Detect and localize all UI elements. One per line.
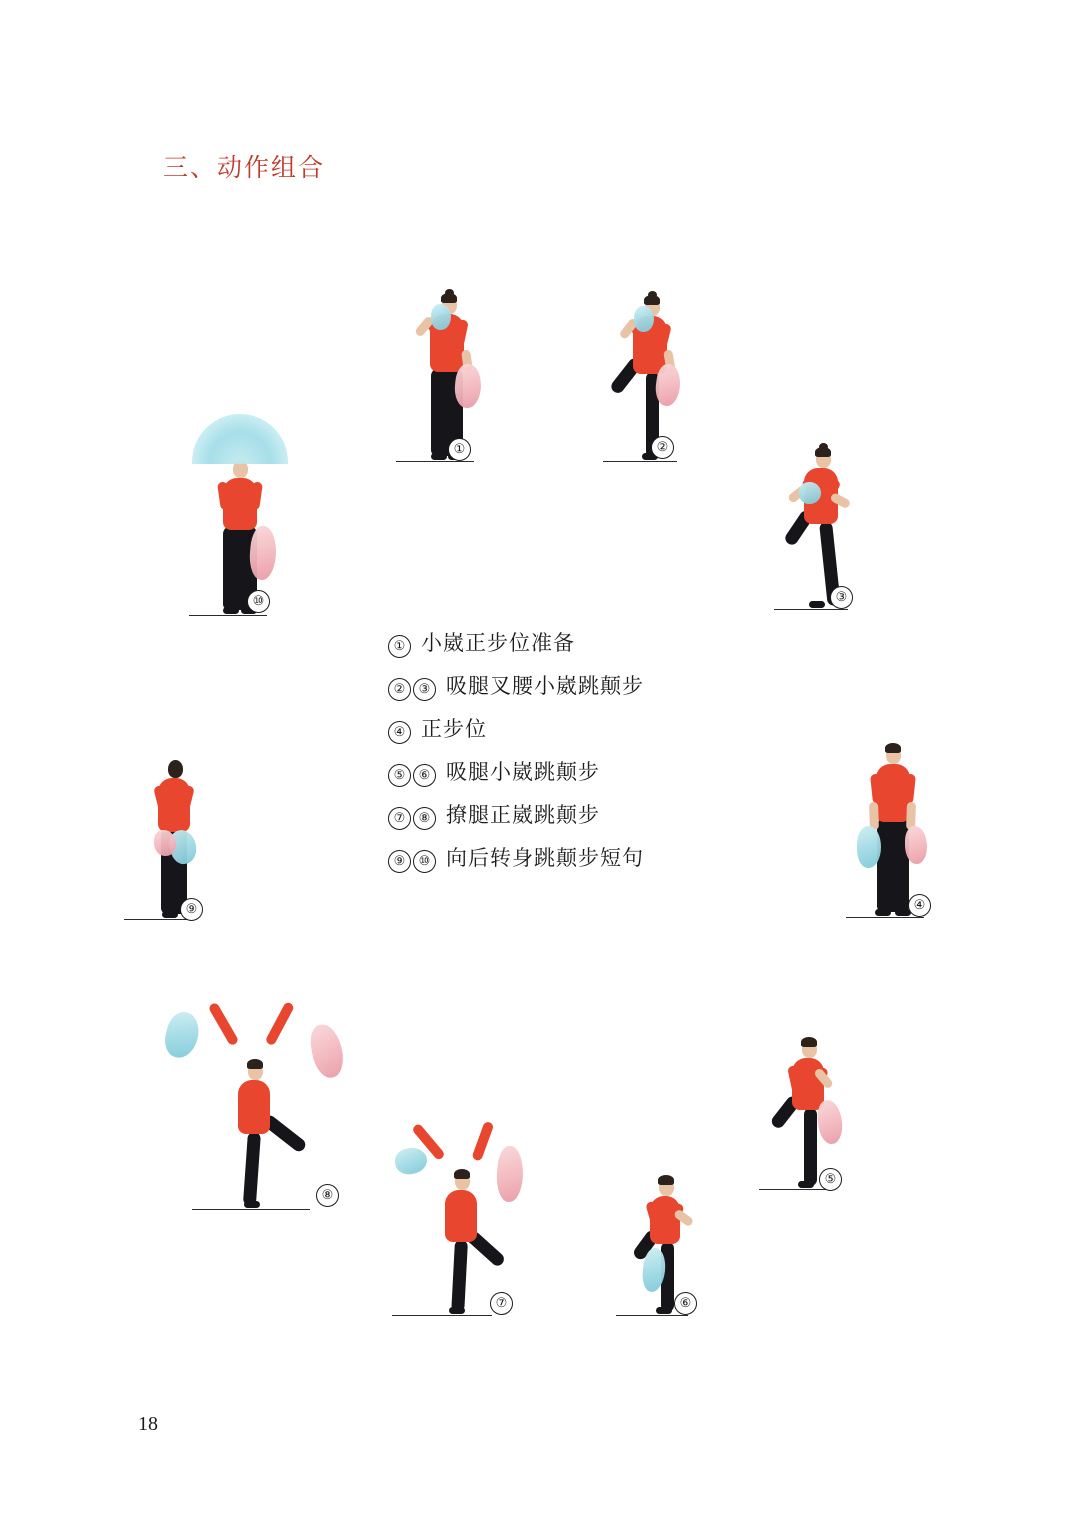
hair-bun (819, 443, 828, 451)
figure-2-baseline (603, 461, 677, 462)
foot-support (656, 1307, 672, 1314)
figure-8 (168, 1000, 348, 1210)
legs (877, 818, 909, 912)
caption-item (388, 759, 718, 787)
figure-7-number: ⑦ (490, 1292, 513, 1315)
figure-7-baseline (392, 1315, 492, 1316)
caption-item (388, 673, 718, 701)
figure-4-baseline (846, 917, 924, 918)
pink-scarf (816, 1099, 843, 1145)
hair (801, 1037, 817, 1047)
leg-support (451, 1240, 468, 1313)
figure-8-image (168, 1000, 348, 1210)
caption-text: 吸腿叉腰小崴跳颠步 (446, 674, 644, 698)
caption-number: ⑤ (388, 764, 411, 787)
caption-text: 小崴正步位准备 (421, 631, 575, 655)
caption-numbers (388, 635, 411, 658)
figure-5-baseline (759, 1189, 833, 1190)
figure-2-image (595, 270, 705, 462)
leg-support (243, 1132, 261, 1207)
figure-4-number: ④ (908, 894, 931, 917)
figure-5-image (755, 1010, 865, 1190)
arm-right-up (471, 1121, 494, 1162)
figure-3-baseline (774, 609, 848, 610)
caption-numbers (388, 764, 436, 787)
figure-3-image (768, 420, 878, 610)
arm-right-up (265, 1001, 295, 1046)
figure-1-baseline (396, 461, 474, 462)
figure-2-number: ② (651, 436, 674, 459)
figure-8-number: ⑧ (316, 1184, 339, 1207)
blue-fan (192, 414, 288, 464)
blue-scarf (857, 826, 881, 868)
foot-left (875, 909, 891, 916)
hair (454, 1169, 470, 1179)
pink-scarf (905, 826, 927, 864)
hair (885, 743, 901, 753)
figure-9-number: ⑨ (180, 898, 203, 921)
figure-8-baseline (192, 1209, 310, 1210)
caption-numbers (388, 850, 436, 873)
caption-number: ① (388, 635, 411, 658)
foot-support (244, 1201, 260, 1208)
caption-number: ⑩ (413, 850, 436, 873)
foot (162, 911, 178, 918)
blue-scarf (394, 1146, 429, 1176)
caption-numbers (388, 721, 411, 744)
caption-text: 撩腿正崴跳颠步 (446, 803, 600, 827)
blue-scarf (634, 306, 654, 332)
pink-scarf (495, 1145, 525, 1203)
caption-item (388, 802, 718, 830)
caption-number: ⑦ (388, 807, 411, 830)
figure-9 (122, 735, 222, 920)
caption-number: ② (388, 678, 411, 701)
figure-9-image (122, 735, 222, 920)
caption-text: 正步位 (421, 717, 487, 741)
figure-3 (768, 420, 878, 610)
pink-scarf (453, 363, 483, 409)
arm-left-up (208, 1002, 240, 1047)
caption-item (388, 845, 718, 873)
figure-1-image (390, 272, 500, 462)
caption-numbers (388, 678, 436, 701)
figure-6 (608, 1150, 718, 1316)
foot-support (809, 601, 825, 608)
figure-10-baseline (189, 615, 267, 616)
foot-left (223, 607, 239, 614)
page-number: 18 (138, 1413, 158, 1435)
figure-6-number: ⑥ (674, 1292, 697, 1315)
caption-list (388, 630, 718, 888)
figure-7 (378, 1120, 538, 1316)
figure-10-image (185, 420, 295, 616)
head-back-view (168, 760, 183, 778)
torso (238, 1080, 270, 1134)
leg-support (804, 1108, 817, 1186)
blue-scarf (799, 482, 821, 504)
figure-10-number: ⑩ (247, 590, 270, 613)
figure-6-image (608, 1150, 718, 1316)
caption-number: ⑥ (413, 764, 436, 787)
caption-number: ⑨ (388, 850, 411, 873)
caption-text: 吸腿小崴跳颠步 (446, 760, 600, 784)
hair (247, 1059, 263, 1069)
caption-number: ⑧ (413, 807, 436, 830)
figure-1 (390, 272, 500, 462)
arm-right (903, 773, 916, 804)
figure-4-image (840, 718, 950, 918)
figure-7-image (378, 1120, 538, 1316)
caption-item (388, 630, 718, 658)
page-title: 三、动作组合 (163, 155, 326, 182)
figure-5-number: ⑤ (819, 1168, 842, 1191)
pink-scarf (308, 1022, 347, 1080)
caption-number: ③ (413, 678, 436, 701)
foot-support (449, 1307, 465, 1314)
figure-2 (595, 270, 705, 462)
pink-scarf (154, 830, 176, 856)
foot-support (798, 1181, 814, 1188)
figure-1-number: ① (448, 438, 471, 461)
caption-item (388, 716, 718, 744)
figure-5 (755, 1010, 865, 1190)
figure-3-number: ③ (830, 586, 853, 609)
torso (445, 1190, 477, 1242)
hair (658, 1175, 674, 1185)
caption-text: 向后转身跳颠步短句 (446, 846, 644, 870)
hair-bun (648, 291, 657, 299)
caption-numbers (388, 807, 436, 830)
blue-scarf (161, 1009, 203, 1061)
figure-4 (840, 718, 950, 918)
foot-left (431, 453, 447, 460)
caption-number: ④ (388, 721, 411, 744)
figure-6-baseline (616, 1315, 688, 1316)
figure-10 (185, 420, 295, 616)
